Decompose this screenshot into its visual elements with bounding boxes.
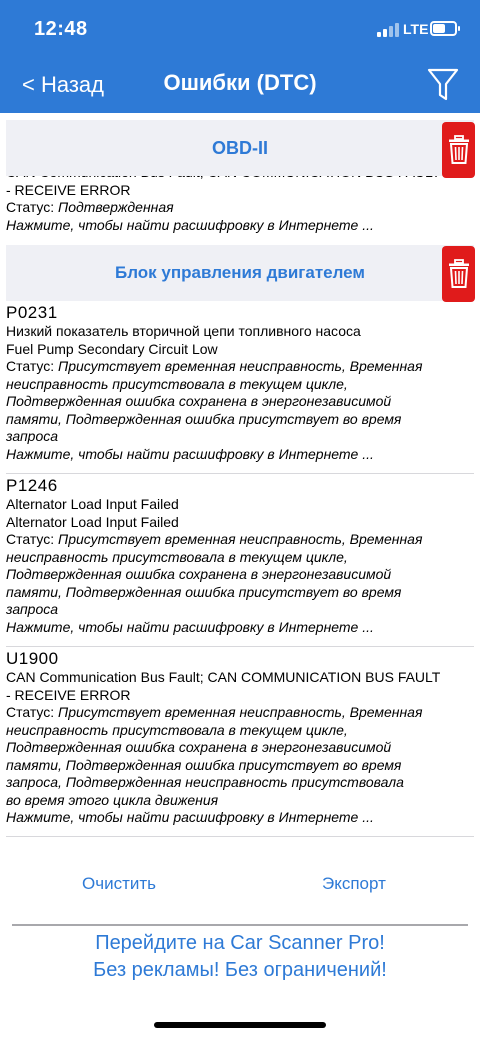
status-value: Присутствует временная неисправность, Временная bbox=[58, 358, 423, 374]
section-title: OBD-II bbox=[212, 137, 268, 158]
dtc-status bbox=[6, 358, 474, 376]
dtc-description: - RECEIVE ERROR bbox=[6, 686, 131, 703]
status-value: запроса bbox=[6, 428, 59, 444]
dtc-code: P0231 bbox=[6, 303, 58, 322]
action-bar bbox=[0, 838, 480, 926]
status-value: во время этого цикла движения bbox=[6, 791, 219, 808]
status-bar bbox=[0, 0, 480, 56]
dtc-description: Fuel Pump Secondary Circuit Low bbox=[6, 340, 218, 357]
status-label: Статус: bbox=[6, 531, 55, 547]
trash-icon bbox=[448, 259, 470, 289]
lookup-link[interactable]: Нажмите, чтобы найти расшифровку в Интернете ... bbox=[6, 216, 374, 233]
section-title: Блок управления двигателем bbox=[115, 263, 365, 282]
dtc-entry[interactable] bbox=[6, 648, 474, 827]
battery-fill bbox=[433, 24, 445, 33]
dtc-status bbox=[6, 531, 474, 549]
status-value: запроса bbox=[6, 601, 59, 617]
nav-bar bbox=[0, 56, 480, 113]
dtc-description: Alternator Load Input Failed bbox=[6, 496, 179, 512]
section-header-obd bbox=[6, 120, 474, 176]
delete-section-button[interactable] bbox=[442, 246, 475, 302]
trash-icon bbox=[448, 135, 470, 165]
cellular-signal-icon bbox=[377, 23, 399, 37]
status-label: Статус: bbox=[6, 704, 55, 720]
dtc-description: CAN Communication Bus Fault; CAN COMMUNICATION BUS FAULT bbox=[6, 669, 441, 685]
dtc-list[interactable] bbox=[0, 113, 480, 838]
status-value: памяти, Подтвержденная ошибка присутствует во время bbox=[6, 583, 402, 600]
status-label: Статус: bbox=[6, 199, 55, 215]
status-value: Подтвержденная ошибка сохранена в энергонезависимой bbox=[6, 393, 392, 409]
dtc-code: U1900 bbox=[6, 649, 59, 668]
upgrade-promo-link[interactable] bbox=[0, 930, 480, 984]
status-time: 12:48 bbox=[34, 18, 88, 40]
status-value: Подтвержденная ошибка сохранена в энергонезависимой bbox=[6, 739, 392, 755]
status-value: Подтвержденная ошибка сохранена в энергонезависимой bbox=[6, 566, 392, 582]
section-header-engine bbox=[6, 245, 474, 301]
lookup-link[interactable]: Нажмите, чтобы найти расшифровку в Интернете ... bbox=[6, 445, 374, 462]
home-indicator[interactable] bbox=[154, 1022, 326, 1028]
filter-icon[interactable] bbox=[426, 66, 460, 104]
status-value: Подтвержденная bbox=[58, 199, 174, 215]
lookup-link[interactable]: Нажмите, чтобы найти расшифровку в Интернете ... bbox=[6, 618, 374, 635]
status-value: неисправность присутствовала в текущем цикле, bbox=[6, 721, 348, 738]
divider bbox=[6, 473, 474, 474]
promo-line: Без рекламы! Без ограничений! bbox=[93, 959, 387, 981]
lookup-link[interactable]: Нажмите, чтобы найти расшифровку в Интернете ... bbox=[6, 809, 374, 825]
dtc-description: Alternator Load Input Failed bbox=[6, 513, 179, 530]
dtc-description: - RECEIVE ERROR bbox=[6, 181, 131, 198]
status-value: памяти, Подтвержденная ошибка присутствует во время bbox=[6, 410, 402, 427]
status-label: Статус: bbox=[6, 358, 55, 374]
status-value: неисправность присутствовала в текущем цикле, bbox=[6, 548, 348, 565]
export-button[interactable]: Экспорт bbox=[322, 874, 386, 893]
back-button[interactable]: < Назад bbox=[22, 72, 104, 97]
status-value: Присутствует временная неисправность, Временная bbox=[58, 531, 423, 547]
page-title: Ошибки (DTC) bbox=[163, 70, 317, 95]
network-type: LTE bbox=[403, 21, 429, 37]
promo-line: Перейдите на Car Scanner Pro! bbox=[95, 932, 385, 954]
delete-section-button[interactable] bbox=[442, 122, 475, 178]
dtc-code: P1246 bbox=[6, 476, 58, 495]
dtc-status bbox=[6, 704, 474, 722]
status-value: запроса, Подтвержденная неисправность присутствовала bbox=[6, 774, 404, 790]
dtc-entry[interactable] bbox=[6, 302, 474, 463]
divider bbox=[12, 924, 468, 926]
dtc-status bbox=[6, 199, 474, 217]
divider bbox=[6, 836, 474, 837]
dtc-description: Низкий показатель вторичной цепи топливного насоса bbox=[6, 323, 361, 339]
status-value: Присутствует временная неисправность, Временная bbox=[58, 704, 423, 720]
dtc-entry[interactable] bbox=[6, 475, 474, 636]
clear-button[interactable]: Очистить bbox=[82, 874, 157, 893]
status-value: неисправность присутствовала в текущем цикле, bbox=[6, 375, 348, 392]
divider bbox=[6, 646, 474, 647]
battery-icon bbox=[430, 21, 457, 36]
status-value: памяти, Подтвержденная ошибка присутствует во время bbox=[6, 756, 402, 773]
